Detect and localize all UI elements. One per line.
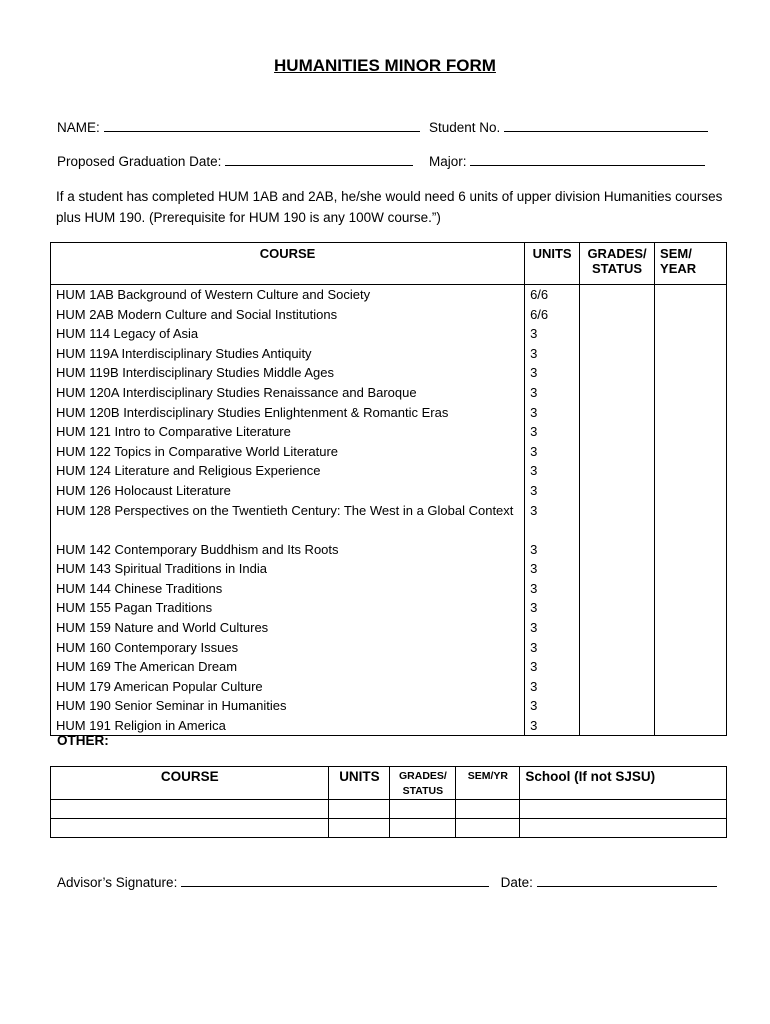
course-units: 3 — [525, 442, 580, 462]
course-units: 3 — [525, 696, 580, 716]
course-sem-cell[interactable] — [655, 383, 727, 403]
course-sem-cell[interactable] — [655, 579, 727, 599]
course-row — [51, 540, 727, 560]
course-name: HUM 190 Senior Seminar in Humanities — [51, 696, 525, 716]
grad-date-input-line[interactable] — [225, 152, 413, 166]
course-units: 3 — [525, 344, 580, 364]
course-row — [51, 716, 727, 736]
course-grade-cell[interactable] — [580, 716, 655, 736]
course-sem-cell[interactable] — [655, 696, 727, 716]
other-header-course: COURSE — [51, 767, 329, 800]
other-cell-school[interactable] — [520, 819, 727, 838]
course-grade-cell[interactable] — [580, 324, 655, 344]
student-no-input-line[interactable] — [504, 118, 708, 132]
course-grade-cell[interactable] — [580, 442, 655, 462]
course-grade-cell[interactable] — [580, 481, 655, 501]
other-cell-grades[interactable] — [390, 800, 456, 819]
header-sem-line2: YEAR — [660, 261, 697, 276]
course-name: HUM 119A Interdisciplinary Studies Antiquity — [51, 344, 525, 364]
course-row — [51, 598, 727, 618]
course-name: HUM 159 Nature and World Cultures — [51, 618, 525, 638]
course-name: HUM 120A Interdisciplinary Studies Renaissance and Baroque — [51, 383, 525, 403]
course-grade-cell[interactable] — [580, 638, 655, 658]
course-row — [51, 481, 727, 501]
grad-date-field — [57, 152, 413, 169]
course-sem-cell[interactable] — [655, 559, 727, 579]
course-units: 3 — [525, 461, 580, 481]
name-label: NAME: — [57, 120, 100, 135]
course-sem-cell[interactable] — [655, 363, 727, 383]
course-units: 3 — [525, 540, 580, 560]
course-units: 3 — [525, 422, 580, 442]
other-table-row — [51, 819, 727, 838]
other-header-grades-line2: STATUS — [402, 785, 444, 797]
header-sem-year — [655, 243, 727, 285]
course-row — [51, 403, 727, 423]
course-units: 3 — [525, 716, 580, 736]
date-input-line[interactable] — [537, 873, 717, 887]
course-table-header — [51, 243, 727, 285]
other-header-grades-line1: GRADES/ — [398, 770, 447, 782]
course-units: 3 — [525, 363, 580, 383]
course-name: HUM 179 American Popular Culture — [51, 677, 525, 697]
other-cell-semyr[interactable] — [456, 819, 520, 838]
course-sem-cell[interactable] — [655, 716, 727, 736]
course-grade-cell[interactable] — [580, 540, 655, 560]
course-grade-cell[interactable] — [580, 677, 655, 697]
advisor-signature-label: Advisor’s Signature: — [57, 875, 178, 890]
major-label: Major: — [429, 154, 467, 169]
course-grade-cell[interactable] — [580, 657, 655, 677]
course-grade-cell[interactable] — [580, 598, 655, 618]
course-sem-cell[interactable] — [655, 324, 727, 344]
course-row — [51, 696, 727, 716]
course-units: 3 — [525, 657, 580, 677]
course-units: 6/6 — [525, 285, 580, 305]
course-name: HUM 119B Interdisciplinary Studies Middle Ages — [51, 363, 525, 383]
course-units: 3 — [525, 403, 580, 423]
course-sem-cell[interactable] — [655, 285, 727, 305]
course-name: HUM 160 Contemporary Issues — [51, 638, 525, 658]
advisor-signature-line[interactable] — [181, 873, 489, 887]
header-grades-status — [580, 243, 655, 285]
other-header-units: UNITS — [329, 767, 390, 800]
header-course: COURSE — [51, 243, 525, 285]
other-cell-units[interactable] — [329, 800, 390, 819]
course-sem-cell[interactable] — [655, 403, 727, 423]
course-row — [51, 638, 727, 658]
course-sem-cell[interactable] — [655, 442, 727, 462]
course-units: 3 — [525, 618, 580, 638]
course-row — [51, 501, 727, 540]
major-field — [429, 152, 705, 169]
course-name: HUM 142 Contemporary Buddhism and Its Roots — [51, 540, 525, 560]
course-row — [51, 579, 727, 599]
date-label: Date: — [500, 875, 533, 890]
course-grade-cell[interactable] — [580, 383, 655, 403]
course-units: 3 — [525, 324, 580, 344]
other-header-school: School (If not SJSU) — [520, 767, 727, 800]
other-cell-course[interactable] — [51, 819, 329, 838]
course-row — [51, 559, 727, 579]
course-sem-cell[interactable] — [655, 618, 727, 638]
header-sem-line1: SEM/ — [660, 246, 692, 261]
advisor-signature-field — [57, 873, 717, 890]
course-name: HUM 155 Pagan Traditions — [51, 598, 525, 618]
course-units: 3 — [525, 383, 580, 403]
course-name: HUM 2AB Modern Culture and Social Institutions — [51, 305, 525, 325]
course-units: 3 — [525, 677, 580, 697]
course-name: HUM 128 Perspectives on the Twentieth Century: The West in a Global Context — [51, 501, 525, 540]
course-row — [51, 442, 727, 462]
other-cell-school[interactable] — [520, 800, 727, 819]
course-row — [51, 305, 727, 325]
course-row — [51, 285, 727, 305]
course-row — [51, 461, 727, 481]
course-grade-cell[interactable] — [580, 696, 655, 716]
course-row — [51, 618, 727, 638]
course-name: HUM 120B Interdisciplinary Studies Enlightenment & Romantic Eras — [51, 403, 525, 423]
course-sem-cell[interactable] — [655, 422, 727, 442]
other-label: OTHER: — [57, 733, 109, 748]
course-name: HUM 1AB Background of Western Culture and Society — [51, 285, 525, 305]
course-name: HUM 122 Topics in Comparative World Literature — [51, 442, 525, 462]
other-course-table — [50, 766, 727, 838]
course-row — [51, 422, 727, 442]
course-units: 3 — [525, 579, 580, 599]
other-header-sem-yr: SEM/YR — [456, 767, 520, 800]
course-name: HUM 114 Legacy of Asia — [51, 324, 525, 344]
course-units: 3 — [525, 501, 580, 540]
grad-date-label: Proposed Graduation Date: — [57, 154, 222, 169]
major-input-line[interactable] — [470, 152, 705, 166]
course-units: 3 — [525, 559, 580, 579]
course-sem-cell[interactable] — [655, 344, 727, 364]
course-units: 3 — [525, 598, 580, 618]
course-row — [51, 677, 727, 697]
course-units: 6/6 — [525, 305, 580, 325]
course-name: HUM 191 Religion in America — [51, 716, 525, 736]
course-grade-cell[interactable] — [580, 422, 655, 442]
other-cell-semyr[interactable] — [456, 800, 520, 819]
student-no-label: Student No. — [429, 120, 501, 135]
name-input-line[interactable] — [104, 118, 420, 132]
course-sem-cell[interactable] — [655, 305, 727, 325]
course-sem-cell[interactable] — [655, 461, 727, 481]
course-sem-cell[interactable] — [655, 677, 727, 697]
other-cell-units[interactable] — [329, 819, 390, 838]
course-name: HUM 126 Holocaust Literature — [51, 481, 525, 501]
course-units: 3 — [525, 638, 580, 658]
form-title: HUMANITIES MINOR FORM — [274, 56, 496, 75]
course-sem-cell[interactable] — [655, 540, 727, 560]
course-name: HUM 144 Chinese Traditions — [51, 579, 525, 599]
course-row — [51, 363, 727, 383]
course-sem-cell[interactable] — [655, 598, 727, 618]
course-name: HUM 124 Literature and Religious Experience — [51, 461, 525, 481]
course-row — [51, 657, 727, 677]
course-row — [51, 383, 727, 403]
course-units: 3 — [525, 481, 580, 501]
course-grade-cell[interactable] — [580, 344, 655, 364]
course-sem-cell[interactable] — [655, 657, 727, 677]
other-table-header — [51, 767, 727, 800]
course-grade-cell[interactable] — [580, 461, 655, 481]
other-table-row — [51, 800, 727, 819]
course-table — [50, 242, 727, 736]
header-grades-line2: STATUS — [592, 261, 643, 276]
course-grade-cell[interactable] — [580, 403, 655, 423]
intro-text: If a student has completed HUM 1AB and 2AB, he/she would need 6 units of upper division Humanities courses plus HUM 190. (Prerequisite for HUM 190 is any 100W course.”) — [56, 189, 723, 225]
course-name: HUM 121 Intro to Comparative Literature — [51, 422, 525, 442]
course-row — [51, 344, 727, 364]
course-name: HUM 143 Spiritual Traditions in India — [51, 559, 525, 579]
course-grade-cell[interactable] — [580, 305, 655, 325]
header-grades-line1: GRADES/ — [587, 246, 647, 261]
other-cell-course[interactable] — [51, 800, 329, 819]
student-no-field — [429, 118, 708, 135]
course-grade-cell[interactable] — [580, 618, 655, 638]
course-name: HUM 169 The American Dream — [51, 657, 525, 677]
course-grade-cell[interactable] — [580, 559, 655, 579]
course-row — [51, 324, 727, 344]
course-grade-cell[interactable] — [580, 363, 655, 383]
other-header-grades-status — [390, 767, 456, 800]
course-sem-cell[interactable] — [655, 638, 727, 658]
course-grade-cell[interactable] — [580, 285, 655, 305]
course-grade-cell[interactable] — [580, 579, 655, 599]
name-field — [57, 118, 420, 135]
other-cell-grades[interactable] — [390, 819, 456, 838]
header-units: UNITS — [525, 243, 580, 285]
course-sem-cell[interactable] — [655, 481, 727, 501]
course-grade-cell[interactable] — [580, 501, 655, 540]
course-sem-cell[interactable] — [655, 501, 727, 540]
